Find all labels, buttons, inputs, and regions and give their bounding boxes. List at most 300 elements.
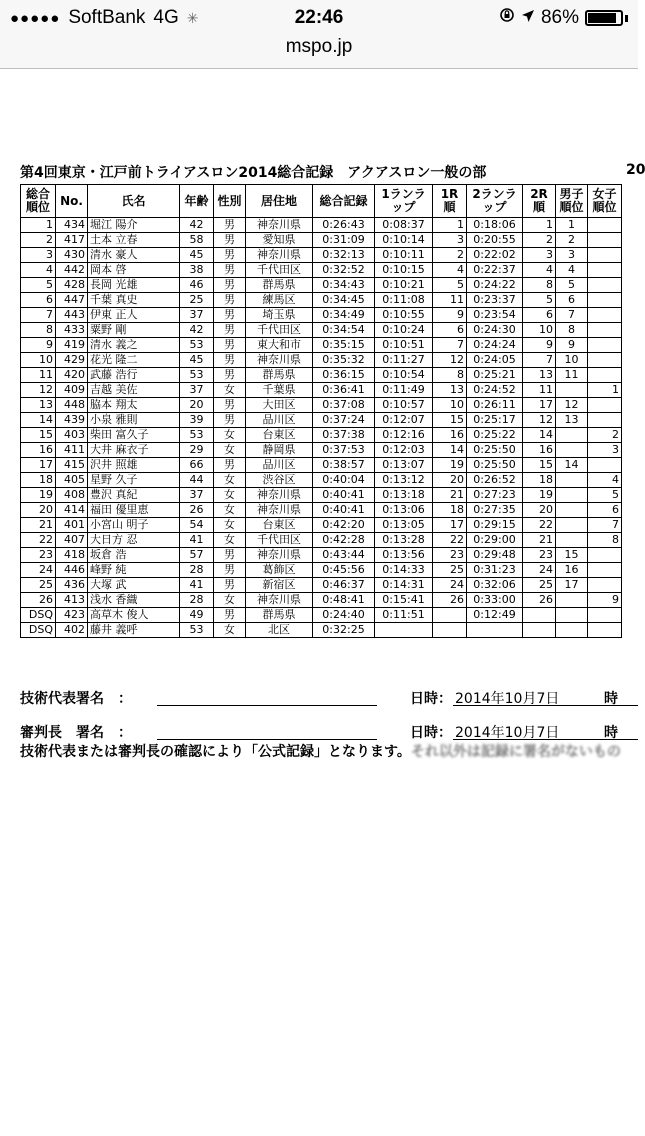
- table-cell: 26: [180, 503, 214, 518]
- table-cell: 0:31:09: [313, 233, 375, 248]
- table-row: [21, 533, 622, 548]
- table-row: [21, 413, 622, 428]
- table-cell: 0:40:04: [313, 473, 375, 488]
- table-cell: 神奈川県: [246, 218, 313, 233]
- col-male-rank: 男子順位: [556, 185, 588, 218]
- table-cell: 402: [56, 623, 88, 638]
- table-cell: 419: [56, 338, 88, 353]
- table-cell: 浅水 香織: [88, 593, 180, 608]
- table-cell: 男: [214, 353, 246, 368]
- table-cell: 女: [214, 383, 246, 398]
- referee-date-label: 日時：: [410, 725, 452, 741]
- table-cell: 22: [21, 533, 56, 548]
- table-cell: 0:34:45: [313, 293, 375, 308]
- table-cell: 0:24:05: [467, 353, 523, 368]
- table-cell: 0:40:41: [313, 503, 375, 518]
- table-cell: 9: [21, 338, 56, 353]
- table-cell: [588, 233, 622, 248]
- table-cell: 28: [180, 563, 214, 578]
- table-cell: 44: [180, 473, 214, 488]
- table-row: [21, 323, 622, 338]
- table-cell: 0:08:37: [375, 218, 433, 233]
- document-title-overflow: 20: [626, 162, 645, 178]
- table-cell: 台東区: [246, 518, 313, 533]
- col-residence: 居住地: [246, 185, 313, 218]
- table-cell: 1: [433, 218, 467, 233]
- table-cell: 0:45:56: [313, 563, 375, 578]
- table-cell: 66: [180, 458, 214, 473]
- note-blurred-text: それ以外は記録に署名がないもの: [410, 744, 621, 760]
- table-row: [21, 548, 622, 563]
- table-cell: 42: [180, 323, 214, 338]
- location-arrow-icon: [521, 7, 535, 29]
- table-cell: 0:26:11: [467, 398, 523, 413]
- table-cell: DSQ: [21, 608, 56, 623]
- table-cell: [588, 398, 622, 413]
- table-cell: 男: [214, 263, 246, 278]
- table-cell: 20: [523, 503, 556, 518]
- table-cell: [588, 623, 622, 638]
- table-cell: 男: [214, 218, 246, 233]
- table-cell: 0:26:52: [467, 473, 523, 488]
- table-cell: 0:25:22: [467, 428, 523, 443]
- col-run1-rank: 1R順: [433, 185, 467, 218]
- table-cell: 群馬県: [246, 608, 313, 623]
- table-cell: 長岡 光雄: [88, 278, 180, 293]
- table-cell: 千代田区: [246, 323, 313, 338]
- table-cell: 5: [523, 293, 556, 308]
- table-cell: 0:11:51: [375, 608, 433, 623]
- table-row: [21, 473, 622, 488]
- table-cell: 10: [556, 353, 588, 368]
- table-cell: 0:40:41: [313, 488, 375, 503]
- table-header-row: [21, 185, 622, 218]
- table-cell: 14: [556, 458, 588, 473]
- table-cell: 花光 隆二: [88, 353, 180, 368]
- battery-cap: [625, 15, 628, 22]
- table-cell: 0:37:08: [313, 398, 375, 413]
- table-cell: 6: [523, 308, 556, 323]
- table-cell: 8: [588, 533, 622, 548]
- table-row: [21, 623, 622, 638]
- table-cell: 0:36:15: [313, 368, 375, 383]
- table-cell: 女: [214, 518, 246, 533]
- table-cell: 7: [523, 353, 556, 368]
- table-cell: 女: [214, 593, 246, 608]
- address-bar[interactable]: [0, 36, 638, 69]
- table-cell: [588, 563, 622, 578]
- table-cell: [588, 608, 622, 623]
- table-cell: 男: [214, 278, 246, 293]
- table-cell: 9: [523, 338, 556, 353]
- table-cell: [433, 623, 467, 638]
- table-cell: 53: [180, 428, 214, 443]
- referee-time-label: 時: [604, 725, 618, 741]
- table-cell: 0:26:43: [313, 218, 375, 233]
- table-cell: 20: [433, 473, 467, 488]
- col-bib-number: No.: [56, 185, 88, 218]
- table-cell: [588, 338, 622, 353]
- table-cell: [588, 218, 622, 233]
- table-cell: 10: [433, 398, 467, 413]
- table-cell: 12: [21, 383, 56, 398]
- table-cell: 20: [180, 398, 214, 413]
- table-cell: [588, 263, 622, 278]
- table-cell: 8: [556, 323, 588, 338]
- table-cell: 447: [56, 293, 88, 308]
- table-cell: [375, 623, 433, 638]
- table-cell: 静岡県: [246, 443, 313, 458]
- status-bar: [0, 0, 638, 36]
- table-cell: 24: [523, 563, 556, 578]
- table-cell: 葛飾区: [246, 563, 313, 578]
- table-cell: 武藤 浩行: [88, 368, 180, 383]
- table-cell: 22: [433, 533, 467, 548]
- table-cell: 0:37:53: [313, 443, 375, 458]
- status-right: [499, 7, 628, 29]
- table-cell: 5: [588, 488, 622, 503]
- table-cell: 台東区: [246, 428, 313, 443]
- table-cell: [556, 503, 588, 518]
- table-cell: [556, 623, 588, 638]
- table-cell: 433: [56, 323, 88, 338]
- table-cell: 新宿区: [246, 578, 313, 593]
- table-cell: [556, 488, 588, 503]
- table-cell: 男: [214, 338, 246, 353]
- table-cell: 0:24:22: [467, 278, 523, 293]
- table-cell: 0:10:11: [375, 248, 433, 263]
- table-cell: 436: [56, 578, 88, 593]
- table-row: [21, 608, 622, 623]
- table-cell: 0:15:41: [375, 593, 433, 608]
- table-cell: 2: [556, 233, 588, 248]
- table-cell: 411: [56, 443, 88, 458]
- table-cell: 0:32:06: [467, 578, 523, 593]
- table-cell: 18: [21, 473, 56, 488]
- table-cell: [588, 293, 622, 308]
- table-cell: 17: [556, 578, 588, 593]
- table-cell: 男: [214, 308, 246, 323]
- table-cell: [588, 308, 622, 323]
- table-cell: 4: [523, 263, 556, 278]
- table-row: [21, 518, 622, 533]
- table-cell: 415: [56, 458, 88, 473]
- table-cell: 428: [56, 278, 88, 293]
- battery-fill: [588, 13, 616, 23]
- table-cell: 439: [56, 413, 88, 428]
- col-age: 年齢: [180, 185, 214, 218]
- table-cell: 10: [21, 353, 56, 368]
- table-cell: 0:13:05: [375, 518, 433, 533]
- table-cell: 11: [556, 368, 588, 383]
- referee-signature-line: [157, 739, 377, 740]
- table-cell: [556, 443, 588, 458]
- table-cell: 25: [21, 578, 56, 593]
- table-cell: 0:27:23: [467, 488, 523, 503]
- table-cell: 18: [523, 473, 556, 488]
- table-cell: 14: [523, 428, 556, 443]
- col-run2-lap: 2ランラップ: [467, 185, 523, 218]
- table-cell: 24: [21, 563, 56, 578]
- table-cell: 1: [21, 218, 56, 233]
- table-cell: 女: [214, 473, 246, 488]
- table-cell: 4: [433, 263, 467, 278]
- table-cell: [588, 458, 622, 473]
- table-cell: [588, 368, 622, 383]
- table-cell: 11: [21, 368, 56, 383]
- table-cell: 11: [523, 383, 556, 398]
- table-cell: 446: [56, 563, 88, 578]
- table-cell: 0:11:49: [375, 383, 433, 398]
- table-cell: 0:10:14: [375, 233, 433, 248]
- table-cell: 6: [433, 323, 467, 338]
- table-row: [21, 593, 622, 608]
- table-cell: 420: [56, 368, 88, 383]
- table-cell: 58: [180, 233, 214, 248]
- table-cell: 0:34:43: [313, 278, 375, 293]
- status-time: 22:46: [294, 7, 344, 28]
- table-cell: 448: [56, 398, 88, 413]
- table-cell: 神奈川県: [246, 353, 313, 368]
- table-cell: 0:32:52: [313, 263, 375, 278]
- table-row: [21, 293, 622, 308]
- table-cell: 神奈川県: [246, 488, 313, 503]
- table-cell: 0:29:48: [467, 548, 523, 563]
- table-cell: 42: [180, 218, 214, 233]
- table-cell: 26: [21, 593, 56, 608]
- table-cell: 品川区: [246, 413, 313, 428]
- table-cell: 男: [214, 458, 246, 473]
- col-gender: 性別: [214, 185, 246, 218]
- table-cell: 岡本 啓: [88, 263, 180, 278]
- table-cell: [556, 518, 588, 533]
- table-cell: 女: [214, 428, 246, 443]
- table-cell: 9: [433, 308, 467, 323]
- table-cell: 38: [180, 263, 214, 278]
- table-cell: [588, 413, 622, 428]
- table-cell: 男: [214, 233, 246, 248]
- table-cell: 練馬区: [246, 293, 313, 308]
- table-cell: [433, 608, 467, 623]
- table-cell: 北区: [246, 623, 313, 638]
- table-cell: 豊沢 真紀: [88, 488, 180, 503]
- table-row: [21, 263, 622, 278]
- table-cell: 6: [588, 503, 622, 518]
- table-cell: 0:10:55: [375, 308, 433, 323]
- table-cell: 女: [214, 623, 246, 638]
- table-cell: 54: [180, 518, 214, 533]
- table-cell: 7: [556, 308, 588, 323]
- table-row: [21, 563, 622, 578]
- table-cell: 0:12:03: [375, 443, 433, 458]
- table-cell: 405: [56, 473, 88, 488]
- table-cell: [588, 323, 622, 338]
- table-cell: 男: [214, 398, 246, 413]
- table-cell: 53: [180, 623, 214, 638]
- table-cell: 男: [214, 248, 246, 263]
- table-cell: [523, 623, 556, 638]
- table-cell: 埼玉県: [246, 308, 313, 323]
- table-cell: 24: [433, 578, 467, 593]
- table-cell: 434: [56, 218, 88, 233]
- table-cell: 0:35:15: [313, 338, 375, 353]
- table-cell: 8: [523, 278, 556, 293]
- table-cell: 13: [523, 368, 556, 383]
- table-cell: 25: [180, 293, 214, 308]
- table-cell: 14: [21, 413, 56, 428]
- table-cell: 442: [56, 263, 88, 278]
- table-cell: 2: [588, 428, 622, 443]
- table-cell: 1: [588, 383, 622, 398]
- table-cell: 0:10:21: [375, 278, 433, 293]
- table-cell: 土本 立春: [88, 233, 180, 248]
- table-cell: 0:34:49: [313, 308, 375, 323]
- table-cell: [556, 608, 588, 623]
- table-cell: 東大和市: [246, 338, 313, 353]
- table-cell: 22: [523, 518, 556, 533]
- table-cell: 0:10:51: [375, 338, 433, 353]
- table-cell: 11: [433, 293, 467, 308]
- table-cell: 21: [21, 518, 56, 533]
- table-cell: [588, 278, 622, 293]
- table-cell: 57: [180, 548, 214, 563]
- col-run2-rank: 2R順: [523, 185, 556, 218]
- table-cell: 0:46:37: [313, 578, 375, 593]
- table-cell: 女: [214, 533, 246, 548]
- col-overall-rank: 総合順位: [21, 185, 56, 218]
- table-cell: 15: [523, 458, 556, 473]
- table-cell: [556, 383, 588, 398]
- table-cell: 25: [433, 563, 467, 578]
- battery-percent: 86%: [540, 7, 579, 28]
- signal-strength-icon: ●●●●●: [10, 9, 61, 27]
- table-cell: 45: [180, 353, 214, 368]
- table-cell: 藤井 義呼: [88, 623, 180, 638]
- col-female-rank: 女子順位: [588, 185, 622, 218]
- table-cell: 19: [433, 458, 467, 473]
- table-cell: 41: [180, 578, 214, 593]
- table-cell: 29: [180, 443, 214, 458]
- table-cell: 男: [214, 293, 246, 308]
- table-cell: 37: [180, 488, 214, 503]
- table-cell: 0:13:56: [375, 548, 433, 563]
- table-cell: 2: [21, 233, 56, 248]
- table-cell: 12: [556, 398, 588, 413]
- table-cell: 男: [214, 608, 246, 623]
- tech-date-label: 日時：: [410, 691, 452, 707]
- table-cell: 6: [556, 293, 588, 308]
- referee-signature-label: 審判長 署名 ：: [20, 725, 132, 741]
- table-row: [21, 353, 622, 368]
- table-cell: 0:10:57: [375, 398, 433, 413]
- table-cell: 神奈川県: [246, 593, 313, 608]
- tech-signature-label: 技術代表署名 ：: [20, 691, 132, 707]
- table-row: [21, 458, 622, 473]
- table-cell: 堀江 陽介: [88, 218, 180, 233]
- table-cell: 20: [21, 503, 56, 518]
- table-cell: 0:11:08: [375, 293, 433, 308]
- table-cell: 0:23:37: [467, 293, 523, 308]
- table-cell: 群馬県: [246, 278, 313, 293]
- table-cell: 男: [214, 563, 246, 578]
- table-cell: 9: [588, 593, 622, 608]
- table-cell: 渋谷区: [246, 473, 313, 488]
- table-cell: 0:14:31: [375, 578, 433, 593]
- table-row: [21, 278, 622, 293]
- table-cell: [588, 248, 622, 263]
- table-cell: 0:24:52: [467, 383, 523, 398]
- table-cell: 神奈川県: [246, 548, 313, 563]
- table-cell: 群馬県: [246, 368, 313, 383]
- table-cell: 0:29:00: [467, 533, 523, 548]
- table-cell: 福田 優里恵: [88, 503, 180, 518]
- table-row: [21, 218, 622, 233]
- table-row: [21, 233, 622, 248]
- table-cell: 25: [523, 578, 556, 593]
- table-cell: 0:42:28: [313, 533, 375, 548]
- table-cell: 5: [433, 278, 467, 293]
- table-row: [21, 248, 622, 263]
- table-cell: 大塚 武: [88, 578, 180, 593]
- table-cell: 女: [214, 488, 246, 503]
- table-cell: 0:10:24: [375, 323, 433, 338]
- results-body: [21, 218, 622, 638]
- table-cell: 0:37:24: [313, 413, 375, 428]
- table-cell: 清水 豪人: [88, 248, 180, 263]
- table-cell: 0:24:30: [467, 323, 523, 338]
- table-cell: 女: [214, 443, 246, 458]
- table-cell: [588, 578, 622, 593]
- results-table: [20, 184, 622, 638]
- table-cell: 16: [556, 563, 588, 578]
- table-cell: 0:14:33: [375, 563, 433, 578]
- table-cell: [588, 548, 622, 563]
- table-cell: 0:10:54: [375, 368, 433, 383]
- table-cell: 46: [180, 278, 214, 293]
- table-cell: 沢井 照雄: [88, 458, 180, 473]
- table-cell: 0:38:57: [313, 458, 375, 473]
- table-cell: 神奈川県: [246, 503, 313, 518]
- table-cell: 大田区: [246, 398, 313, 413]
- table-cell: 0:20:55: [467, 233, 523, 248]
- table-row: [21, 578, 622, 593]
- table-cell: 429: [56, 353, 88, 368]
- table-cell: 5: [21, 278, 56, 293]
- table-cell: 神奈川県: [246, 248, 313, 263]
- carrier-label: SoftBank: [68, 7, 146, 28]
- tech-signature-line: [157, 705, 377, 706]
- table-cell: 0:25:21: [467, 368, 523, 383]
- table-cell: 3: [433, 233, 467, 248]
- tech-time-label: 時: [604, 691, 618, 707]
- url-text[interactable]: mspo.jp: [285, 36, 353, 57]
- table-cell: 星野 久子: [88, 473, 180, 488]
- table-cell: 21: [433, 488, 467, 503]
- table-cell: 26: [523, 593, 556, 608]
- table-cell: 13: [556, 413, 588, 428]
- table-cell: [556, 473, 588, 488]
- table-cell: 粟野 剛: [88, 323, 180, 338]
- table-cell: 7: [588, 518, 622, 533]
- table-row: [21, 428, 622, 443]
- table-cell: 0:11:27: [375, 353, 433, 368]
- table-cell: 409: [56, 383, 88, 398]
- table-cell: 0:48:41: [313, 593, 375, 608]
- table-cell: 0:37:38: [313, 428, 375, 443]
- table-cell: 13: [21, 398, 56, 413]
- table-cell: [467, 623, 523, 638]
- table-cell: 小泉 雅則: [88, 413, 180, 428]
